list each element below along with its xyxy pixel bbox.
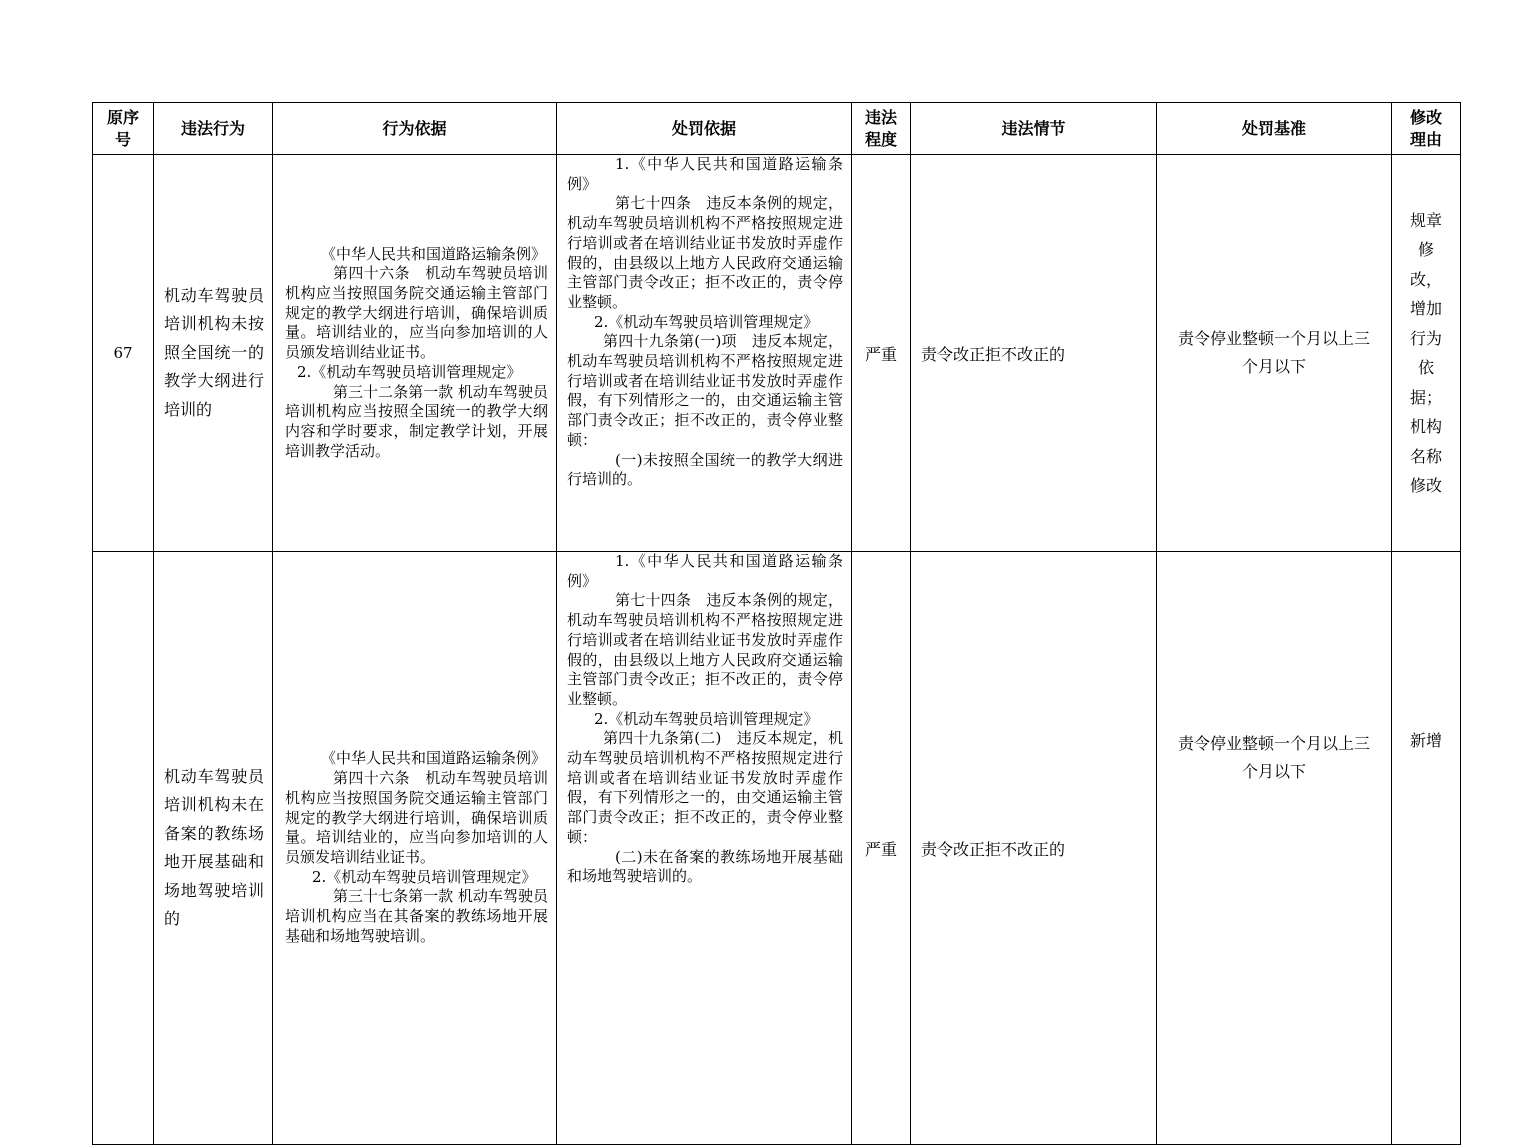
penalty-line: 1.《中华人民共和国道路运输条例》 <box>567 155 843 193</box>
penalty-line: 2.《机动车驾驶员培训管理规定》 <box>594 709 819 728</box>
header-degree: 违法程度 <box>852 103 911 155</box>
cell-reason: 新增 <box>1392 552 1461 1145</box>
header-reason: 修改理由 <box>1392 103 1461 155</box>
cell-reason: 规章修改，增加行为依据；机构名称修改 <box>1392 155 1461 552</box>
header-penalty-basis: 处罚依据 <box>557 103 852 155</box>
basis-line: 第四十六条 机动车驾驶员培训机构应当按照国务院交通运输主管部门规定的教学大纲进行培训，确保培训质量。培训结业的，应当向参加培训的人员颁发培训结业证书。 <box>285 769 548 866</box>
penalty-line: 第七十四条 违反本条例的规定，机动车驾驶员培训机构不严格按照规定进行培训或者在培训结业证书发放时弄虚作假的，由县级以上地方人民政府交通运输主管部门责令改正；拒不改正的，责令停业整顿。 <box>567 194 843 311</box>
cell-penalty-basis <box>557 552 852 1145</box>
penalty-line: 1.《中华人民共和国道路运输条例》 <box>567 552 843 590</box>
cell-seq <box>93 552 154 1145</box>
header-act: 违法行为 <box>154 103 273 155</box>
basis-line: 《中华人民共和国道路运输条例》 <box>321 749 547 768</box>
header-row <box>93 103 1461 155</box>
cell-degree: 严重 <box>852 155 911 552</box>
basis-line: 第四十六条 机动车驾驶员培训机构应当按照国务院交通运输主管部门规定的教学大纲进行培训，确保培训质量。培训结业的，应当向参加培训的人员颁发培训结业证书。 <box>285 264 548 362</box>
penalty-line: (一)未按照全国统一的教学大纲进行培训的。 <box>567 450 843 489</box>
cell-act: 机动车驾驶员培训机构未在备案的教练场地开展基础和场地驾驶培训的 <box>154 552 273 1145</box>
cell-plot: 责令改正拒不改正的 <box>911 155 1157 552</box>
cell-standard: 责令停业整顿一个月以上三个月以下 <box>1157 155 1392 552</box>
cell-degree: 严重 <box>852 552 911 1145</box>
cell-standard: 责令停业整顿一个月以上三个月以下 <box>1157 552 1392 1145</box>
penalty-line: 第四十九条第(二) 违反本规定，机动车驾驶员培训机构不严格按照规定进行培训或者在培训结业证书发放时弄虚作假，有下列情形之一的，由交通运输主管部门责令改正；拒不改正的，责令停业整顿： <box>567 729 843 846</box>
basis-line: 《中华人民共和国道路运输条例》 <box>321 244 547 263</box>
penalty-standard-table <box>92 102 1461 1145</box>
cell-basis <box>273 155 557 552</box>
penalty-line: (二)未在备案的教练场地开展基础和场地驾驶培训的。 <box>567 847 843 886</box>
cell-basis <box>273 552 557 1145</box>
header-basis: 行为依据 <box>273 103 557 155</box>
cell-act: 机动车驾驶员培训机构未按照全国统一的教学大纲进行培训的 <box>154 155 273 552</box>
cell-seq: 67 <box>93 155 154 552</box>
cell-penalty-basis <box>557 155 852 552</box>
header-standard: 处罚基准 <box>1157 103 1392 155</box>
table-row <box>93 552 1461 1145</box>
penalty-line: 第七十四条 违反本条例的规定，机动车驾驶员培训机构不严格按照规定进行培训或者在培训结业证书发放时弄虚作假的，由县级以上地方人民政府交通运输主管部门责令改正；拒不改正的，责令停业整顿。 <box>567 591 843 708</box>
penalty-line: 第四十九条第(一)项 违反本规定，机动车驾驶员培训机构不严格按照规定进行培训或者在培训结业证书发放时弄虚作假，有下列情形之一的，由交通运输主管部门责令改正；拒不改正的，责令停业整顿： <box>567 332 843 449</box>
header-seq: 原序号 <box>93 103 154 155</box>
header-plot: 违法情节 <box>911 103 1157 155</box>
basis-line: 2.《机动车驾驶员培训管理规定》 <box>297 362 522 381</box>
basis-line: 第三十二条第一款 机动车驾驶员培训机构应当按照全国统一的教学大纲内容和学时要求，制定教学计划，开展培训教学活动。 <box>285 382 548 460</box>
basis-line: 第三十七条第一款 机动车驾驶员培训机构应当在其备案的教练场地开展基础和场地驾驶培训。 <box>285 887 548 945</box>
table-row <box>93 155 1461 552</box>
cell-plot: 责令改正拒不改正的 <box>911 552 1157 1145</box>
penalty-line: 2.《机动车驾驶员培训管理规定》 <box>594 312 819 331</box>
basis-line: 2.《机动车驾驶员培训管理规定》 <box>312 867 537 886</box>
